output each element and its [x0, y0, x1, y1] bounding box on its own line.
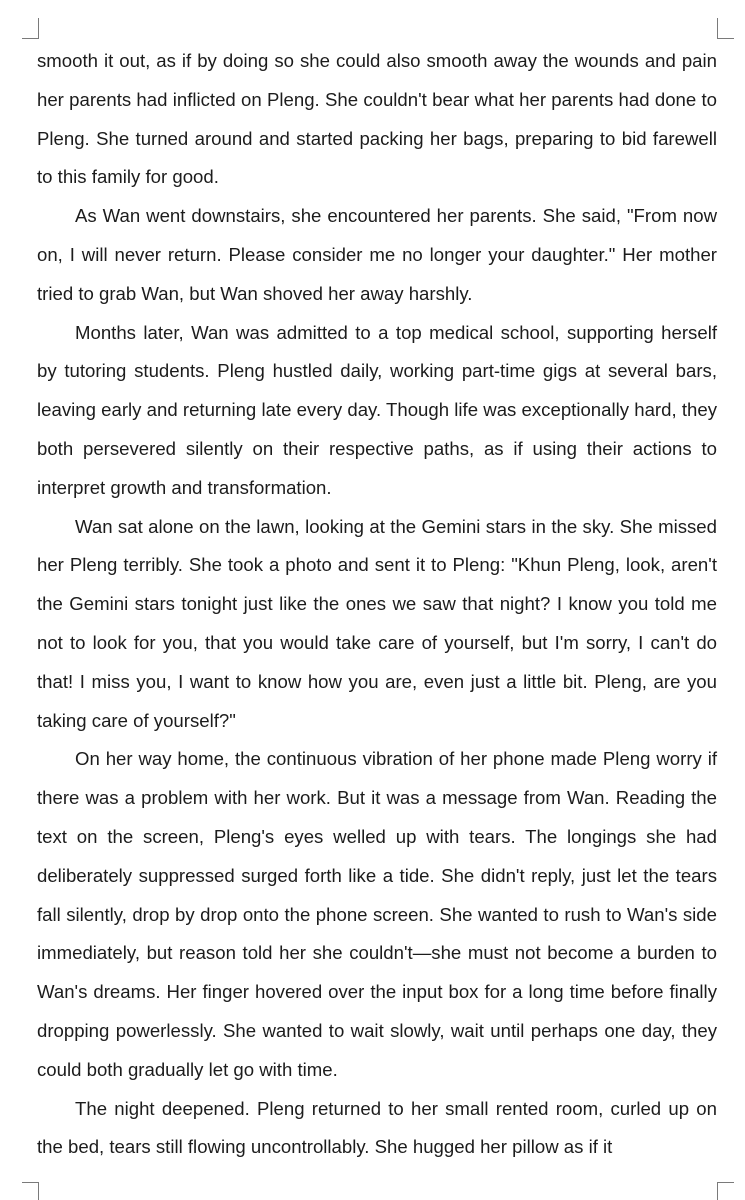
paragraph: Months later, Wan was admitted to a top medical school, supporting herself by tutoring students. Pleng hustled daily, working part-time gigs at several bars, leaving early and returning late every day. Though life was exceptionally hard, they both persevered silently on their respective paths, as if using their actions to interpret growth and transformation. [37, 321, 717, 498]
paragraph: The night deepened. Pleng returned to her small rented room, curled up on the bed, tears still flowing uncontrollably. She hugged her pillow as if it [37, 1097, 717, 1158]
paragraph: Wan sat alone on the lawn, looking at the Gemini stars in the sky. She missed her Pleng terribly. She took a photo and sent it to Pleng: "Khun Pleng, look, aren't the Gemini stars tonight just like the ones we saw that night? I know you told me not to look for you, that you would take care of yourself, but I'm sorry, I can't do that! I miss you, I want to know how you are, even just a little bit. Pleng, are you taking care of yourself?" [37, 515, 717, 731]
corner-crop-mark-bottom-right [717, 1182, 734, 1200]
document-body[interactable] [37, 42, 717, 1167]
corner-crop-mark-top-right [717, 18, 734, 39]
corner-crop-mark-bottom-left [22, 1182, 39, 1200]
paragraph: smooth it out, as if by doing so she could also smooth away the wounds and pain her parents had inflicted on Pleng. She couldn't bear what her parents had done to Pleng. She turned around and started packing her bags, preparing to bid farewell to this family for good. [37, 50, 717, 188]
paragraph: As Wan went downstairs, she encountered her parents. She said, "From now on, I will never return. Please consider me no longer your daughter." Her mother tried to grab Wan, but Wan shoved her away harshly. [37, 205, 717, 304]
paragraph: On her way home, the continuous vibration of her phone made Pleng worry if there was a problem with her work. But it was a message from Wan. Reading the text on the screen, Pleng's eyes welled up with tears. The longings she had deliberately suppressed surged forth like a tide. She didn't reply, just let the tears fall silently, drop by drop onto the phone screen. She wanted to rush to Wan's side immediately, but reason told her she couldn't—she must not become a burden to Wan's dreams. Her finger hovered over the input box for a long time before finally dropping powerlessly. She wanted to wait slowly, wait until perhaps one day, they could both gradually let go with time. [37, 748, 717, 1080]
corner-crop-mark-top-left [22, 18, 39, 39]
